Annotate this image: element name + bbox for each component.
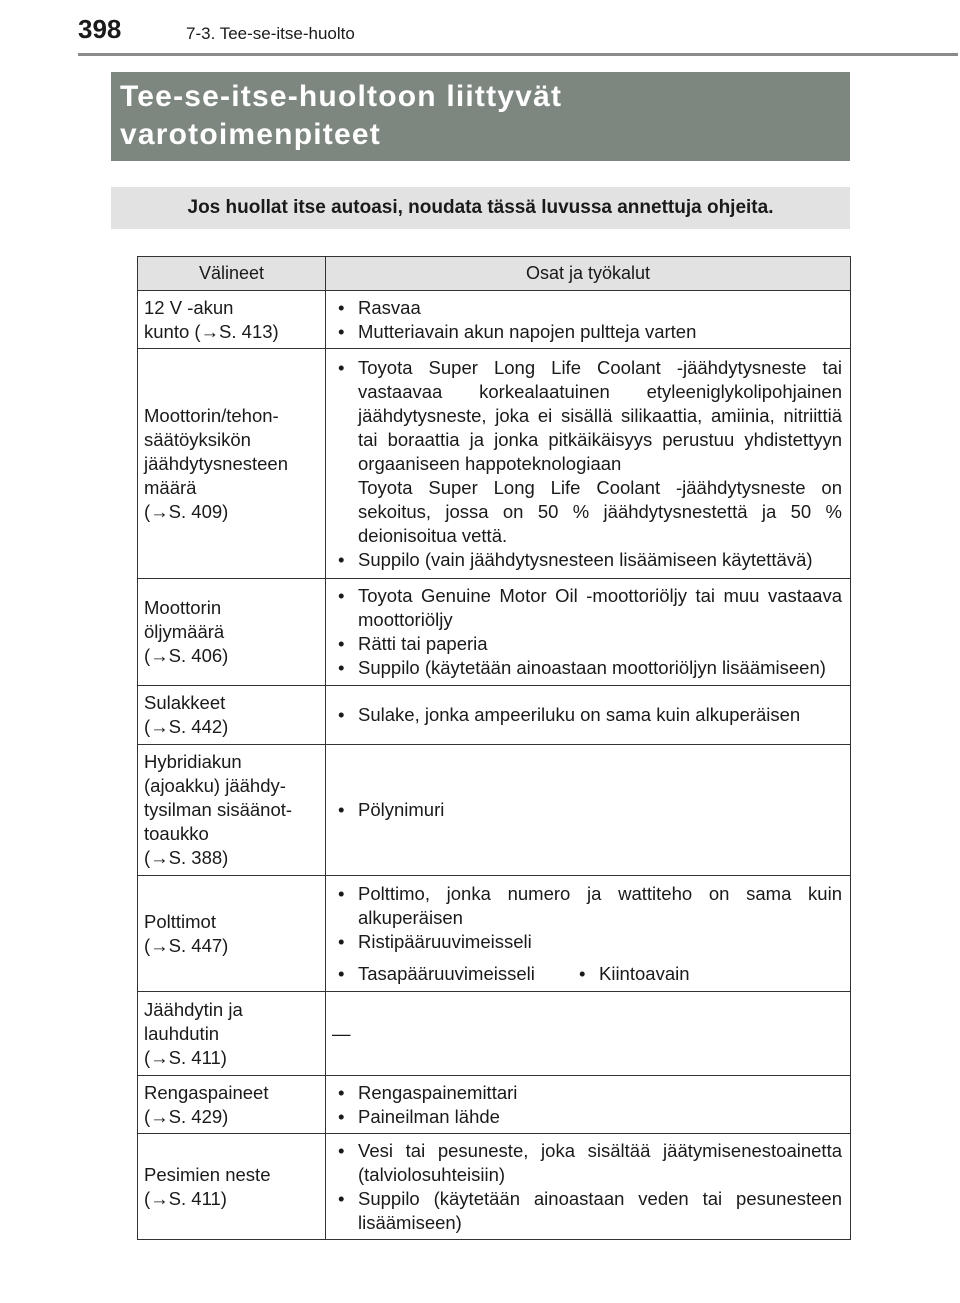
item-line: kunto (→S. 413) [144, 320, 279, 342]
tools-table [137, 256, 851, 1240]
item-cell [138, 745, 326, 876]
bullet-icon: • [338, 704, 345, 725]
list-item [332, 548, 842, 572]
bullet-icon: • [338, 1139, 345, 1161]
list-item-text: Rasvaa [358, 296, 421, 318]
item-line: Hybridiakun [144, 751, 242, 772]
item-line: (→S. 409) [144, 500, 229, 522]
list-item-text: Tasapääruuvimeisseli [358, 962, 535, 984]
item-line: toaukko [144, 823, 209, 844]
parts-cell [326, 686, 851, 745]
list-item-text: Suppilo (vain jäähdytysnesteen lisäämiseen käytettävä) [358, 548, 813, 570]
title-line-1: Tee-se-itse-huoltoon liittyvät [120, 80, 563, 113]
item-line: jäähdytysnesteen [144, 452, 288, 474]
list-item-text: Kiintoavain [599, 962, 690, 984]
item-line: Moottorin/tehon- [144, 404, 279, 426]
parts-cell [326, 876, 851, 992]
item-line: tysilman sisäänot- [144, 799, 293, 820]
list-item [332, 296, 842, 320]
list-item-text: Paineilman lähde [358, 1105, 500, 1127]
list-item [332, 632, 842, 656]
item-line: määrä [144, 476, 197, 498]
list-item-text: Rätti tai paperia [358, 633, 488, 654]
item-line: (→S. 388) [144, 847, 229, 868]
list-item [332, 930, 842, 954]
list-item-text: Toyota Genuine Motor Oil -moottoriöljy tai muu vastaava moottoriöljy [358, 585, 842, 630]
list-item [332, 1139, 842, 1187]
list-item [332, 703, 842, 727]
item-cell [138, 349, 326, 579]
item-line: Polttimot [144, 910, 216, 932]
list-item-text: Suppilo (käytetään ainoastaan moottoriöljyn lisäämiseen) [358, 657, 826, 678]
parts-cell [326, 745, 851, 876]
list-note-text: Toyota Super Long Life Coolant -jäähdytysneste on sekoitus, jossa on 50 % jäähdytysnestettä ja 50 % deionisoitua vettä. [358, 476, 842, 546]
list-item-text: Pölynimuri [358, 799, 445, 820]
item-line: säätöyksikön [144, 428, 251, 450]
column-header-tools: Välineet [138, 257, 326, 291]
item-line: Pesimien neste [144, 1163, 271, 1185]
item-cell [138, 686, 326, 745]
table-row [138, 1076, 851, 1134]
item-line: (→S. 411) [144, 1046, 227, 1068]
section-title: 7-3. Tee-se-itse-huolto [186, 24, 355, 43]
bullet-icon: • [338, 882, 345, 904]
item-cell [138, 992, 326, 1076]
table-row [138, 992, 851, 1076]
list-item [332, 584, 842, 632]
page-number: 398 [78, 14, 122, 44]
parts-cell [326, 291, 851, 349]
list-item-text: Rengaspainemittari [358, 1081, 518, 1103]
item-line: (→S. 447) [144, 934, 229, 956]
item-line: öljymäärä [144, 621, 225, 642]
list-item [573, 962, 690, 986]
item-line: (→S. 411) [144, 1187, 227, 1209]
column-header-parts: Osat ja työkalut [326, 257, 851, 291]
bullet-icon: • [579, 962, 586, 984]
list-item-text: Toyota Super Long Life Coolant -jäähdytysneste tai vastaavaa korkealaatuinen etyleeniglykolipohjainen jäähdytysneste, joka ei sisällä silikaattia, amiinia, nitriittiä tai boraattia ja jonka pitkäikäisyys perustuu yhdistettyyn orgaaniseen happoteknologiaan [358, 356, 842, 474]
list-item [332, 962, 573, 986]
table-row [138, 291, 851, 349]
bullet-icon: • [338, 585, 345, 606]
list-item-text: Suppilo (käytetään ainoastaan veden tai pesunesteen lisäämiseen) [358, 1187, 842, 1233]
bullet-icon: • [338, 1105, 345, 1127]
list-item [332, 1187, 842, 1235]
bullet-icon: • [338, 962, 345, 984]
item-line: (→S. 442) [144, 716, 229, 737]
bullet-icon: • [338, 356, 345, 378]
table-row [138, 1134, 851, 1240]
table-header-row [138, 257, 851, 291]
list-item-text: Mutteriavain akun napojen pultteja varten [358, 320, 697, 342]
bullet-icon: • [338, 320, 345, 342]
bullet-icon: • [338, 930, 345, 952]
intro-text: Jos huollat itse autoasi, noudata tässä luvussa annettuja ohjeita. [111, 187, 850, 229]
item-line: (ajoakku) jäähdy- [144, 775, 286, 796]
item-line: (→S. 429) [144, 1105, 229, 1127]
item-cell [138, 876, 326, 992]
list-item [332, 356, 842, 476]
bullet-icon: • [338, 799, 345, 820]
table-row [138, 876, 851, 992]
list-item-text: Polttimo, jonka numero ja wattiteho on sama kuin alkuperäisen [358, 882, 842, 928]
bullet-icon: • [338, 1187, 345, 1209]
title-banner [111, 72, 850, 161]
list-item-text: Ristipääruuvimeisseli [358, 930, 532, 952]
no-tools-dash: — [332, 1022, 351, 1044]
list-item [332, 1105, 842, 1129]
item-cell [138, 291, 326, 349]
list-item [332, 656, 842, 680]
item-cell [138, 1076, 326, 1134]
list-note [332, 476, 842, 548]
list-item [332, 1081, 842, 1105]
parts-cell [326, 992, 851, 1076]
item-line: Sulakkeet [144, 692, 226, 713]
list-item-text: Sulake, jonka ampeeriluku on sama kuin alkuperäisen [358, 704, 801, 725]
inline-list [332, 962, 842, 986]
title-line-2: varotoimenpiteet [120, 118, 381, 151]
parts-cell [326, 1134, 851, 1240]
list-item [332, 320, 842, 344]
bullet-icon: • [338, 296, 345, 318]
bullet-icon: • [338, 548, 345, 570]
item-cell [138, 579, 326, 686]
bullet-icon: • [338, 633, 345, 654]
list-item [332, 882, 842, 930]
table-row [138, 349, 851, 579]
parts-cell [326, 579, 851, 686]
item-cell [138, 1134, 326, 1240]
parts-cell [326, 1076, 851, 1134]
table-row [138, 745, 851, 876]
item-line: 12 V -akun [144, 296, 234, 318]
item-line: lauhdutin [144, 1022, 220, 1044]
bullet-icon: • [338, 657, 345, 678]
bullet-icon: • [338, 1081, 345, 1103]
item-line: Rengaspaineet [144, 1081, 269, 1103]
item-line: (→S. 406) [144, 645, 229, 666]
header-rule [78, 53, 958, 56]
item-line: Jäähdytin ja [144, 998, 243, 1020]
item-line: Moottorin [144, 597, 222, 618]
list-item-text: Vesi tai pesuneste, joka sisältää jäätymisenestoainetta (talviolosuhteisiin) [358, 1139, 842, 1185]
list-item [332, 798, 842, 822]
table-row [138, 686, 851, 745]
table-row [138, 579, 851, 686]
parts-cell [326, 349, 851, 579]
